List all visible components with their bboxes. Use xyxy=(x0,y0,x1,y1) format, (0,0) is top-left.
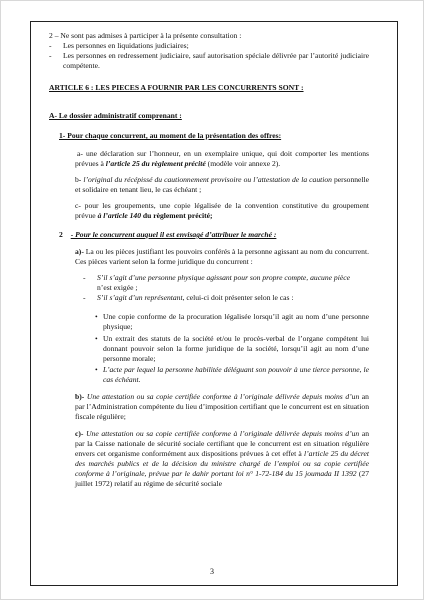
dash-marker: - xyxy=(49,51,52,60)
sub2-heading xyxy=(59,230,369,240)
sub1-c-text: c- pour les groupements, une copie légalisée de la convention constitutive du groupement prévue xyxy=(75,201,369,220)
sub2-b-italic: Une attestation ou sa copie certifiée conforme à l’originale délivrée depuis moins d’un xyxy=(86,392,360,401)
sub2-c-end: (27 juillet 1972) relatif au régime de sécurité sociale xyxy=(75,469,369,488)
page-number: 3 xyxy=(210,567,214,576)
sub2-case-2-text xyxy=(97,293,369,303)
intro-item-1 xyxy=(49,41,369,51)
sub1-b-italic: l’original du récépissé du cautionnement provisoire ou l’attestation de la caution xyxy=(83,175,332,184)
sub2-case-1 xyxy=(83,273,369,293)
sub1-c-post: du règlement précité; xyxy=(141,211,213,220)
sub1-a-reference: l’article 25 du règlement précité xyxy=(105,159,206,168)
case-1-rest: n’est exigée ; xyxy=(97,283,138,292)
intro-item-2 xyxy=(49,51,369,71)
sub2-item-c xyxy=(75,429,369,489)
section-a-heading: A- Le dossier administratif comprenant : xyxy=(49,111,182,120)
sub2-b-rest: an par l’Administration compétente du lieu d’imposition certifiant que le concurrent est en situation fiscale régulière; xyxy=(75,392,369,421)
sub2-item-a xyxy=(75,247,369,267)
bullet-item-3 xyxy=(95,365,369,385)
sub2-case-1-text xyxy=(97,273,369,293)
sub2-item-b xyxy=(75,392,369,422)
bullet-item-2 xyxy=(95,334,369,364)
intro-line: 2 – Ne sont pas admises à participer à la présente consultation : xyxy=(49,31,242,40)
sub1-item-b xyxy=(75,175,369,195)
article-title: ARTICLE 6 : LES PIECES A FOURNIR PAR LES CONCURRENTS SONT : xyxy=(49,83,304,92)
case-2-rest: , celui-ci doit présenter selon le cas : xyxy=(182,293,294,302)
case-1-italic: S’il s’agit d’une personne physique agissant pour son propre compte, aucune pièce xyxy=(97,273,350,282)
sub2-number: 2 xyxy=(59,230,63,239)
representative-bullets xyxy=(95,312,369,385)
sub2-c-label: c)- xyxy=(75,429,87,438)
bullet-marker: • xyxy=(95,312,98,321)
bullet-text: L’acte par lequel la personne habilitée déléguant son pouvoir à une tierce personne, le cas échéant. xyxy=(103,365,369,384)
bullet-marker: • xyxy=(95,334,98,343)
intro-item-text: Les personnes en redressement judiciaire, sauf autorisation spéciale délivrée par l’autorité judiciaire compétente. xyxy=(63,51,369,70)
sub1-a-text: a- une déclaration sur l’honneur, en un exemplaire unique, qui doit comporter les mentions prévues à xyxy=(75,149,369,168)
dash-marker: - xyxy=(49,41,52,50)
sub1-b-post: personnelle et solidaire en tenant lieu, le cas échéant ; xyxy=(75,175,370,194)
sub2-c-middle: an par la Caisse nationale de sécurité sociale certifiant que le concurrent est en situation régulière envers cet organisme conformément aux dispositions prévues à cet effet à xyxy=(75,429,369,458)
sub2-a-text: La ou les pièces justifiant les pouvoirs conférés à la personne agissant au nom du concurrent. Ces pièces varient selon la forme juridique du concurrent : xyxy=(75,247,369,266)
sub2-c-italic-2: l’article 25 du décret des marchés publics et de la décision du ministre chargé de l’emploi ou sa copie certifiée conforme à l’originale, prévue par le dahir portant loi n° 1-72-184 du 15 joumada II 1392 xyxy=(75,449,369,478)
dash-marker: - xyxy=(83,273,86,282)
bullet-text: Une copie conforme de la procuration légalisée lorsqu’il agit au nom d’une personne physique; xyxy=(103,312,369,331)
case-2-italic: S’il s’agit d’un représentant xyxy=(97,293,183,302)
intro-item-text: Les personnes en liquidations judiciaires; xyxy=(63,41,189,50)
sub2-heading-text: - Pour le concurrent auquel il est envisagé d’attribuer le marché : xyxy=(70,230,277,239)
sub1-b-label: b- xyxy=(75,175,84,184)
sub2-a-label: a)- xyxy=(75,247,86,256)
sub1-a-post: (modèle voir annexe 2). xyxy=(205,159,281,168)
bullet-item-1 xyxy=(95,312,369,332)
sub1-item-c xyxy=(75,201,369,221)
sub1-item-a xyxy=(75,149,369,169)
sub1-heading: 1- Pour chaque concurrent, au moment de la présentation des offres: xyxy=(59,131,282,140)
sub2-c-italic-1: Une attestation ou sa copie certifiée conforme à l’originale délivrée depuis moins d’un xyxy=(86,429,360,438)
dash-marker: - xyxy=(83,293,86,302)
sub2-b-label: b)- xyxy=(75,392,87,401)
sub1-c-reference: à l’article 140 xyxy=(97,211,142,220)
bullet-text: Un extrait des statuts de la société et/ou le procès-verbal de l’organe compétent lui donnant pouvoir selon la forme juridique de la société, lorsqu’il agit au nom d’une personne morale; xyxy=(103,334,369,363)
bullet-marker: • xyxy=(95,365,98,374)
page-content xyxy=(49,31,369,489)
sub2-case-2 xyxy=(83,293,369,303)
